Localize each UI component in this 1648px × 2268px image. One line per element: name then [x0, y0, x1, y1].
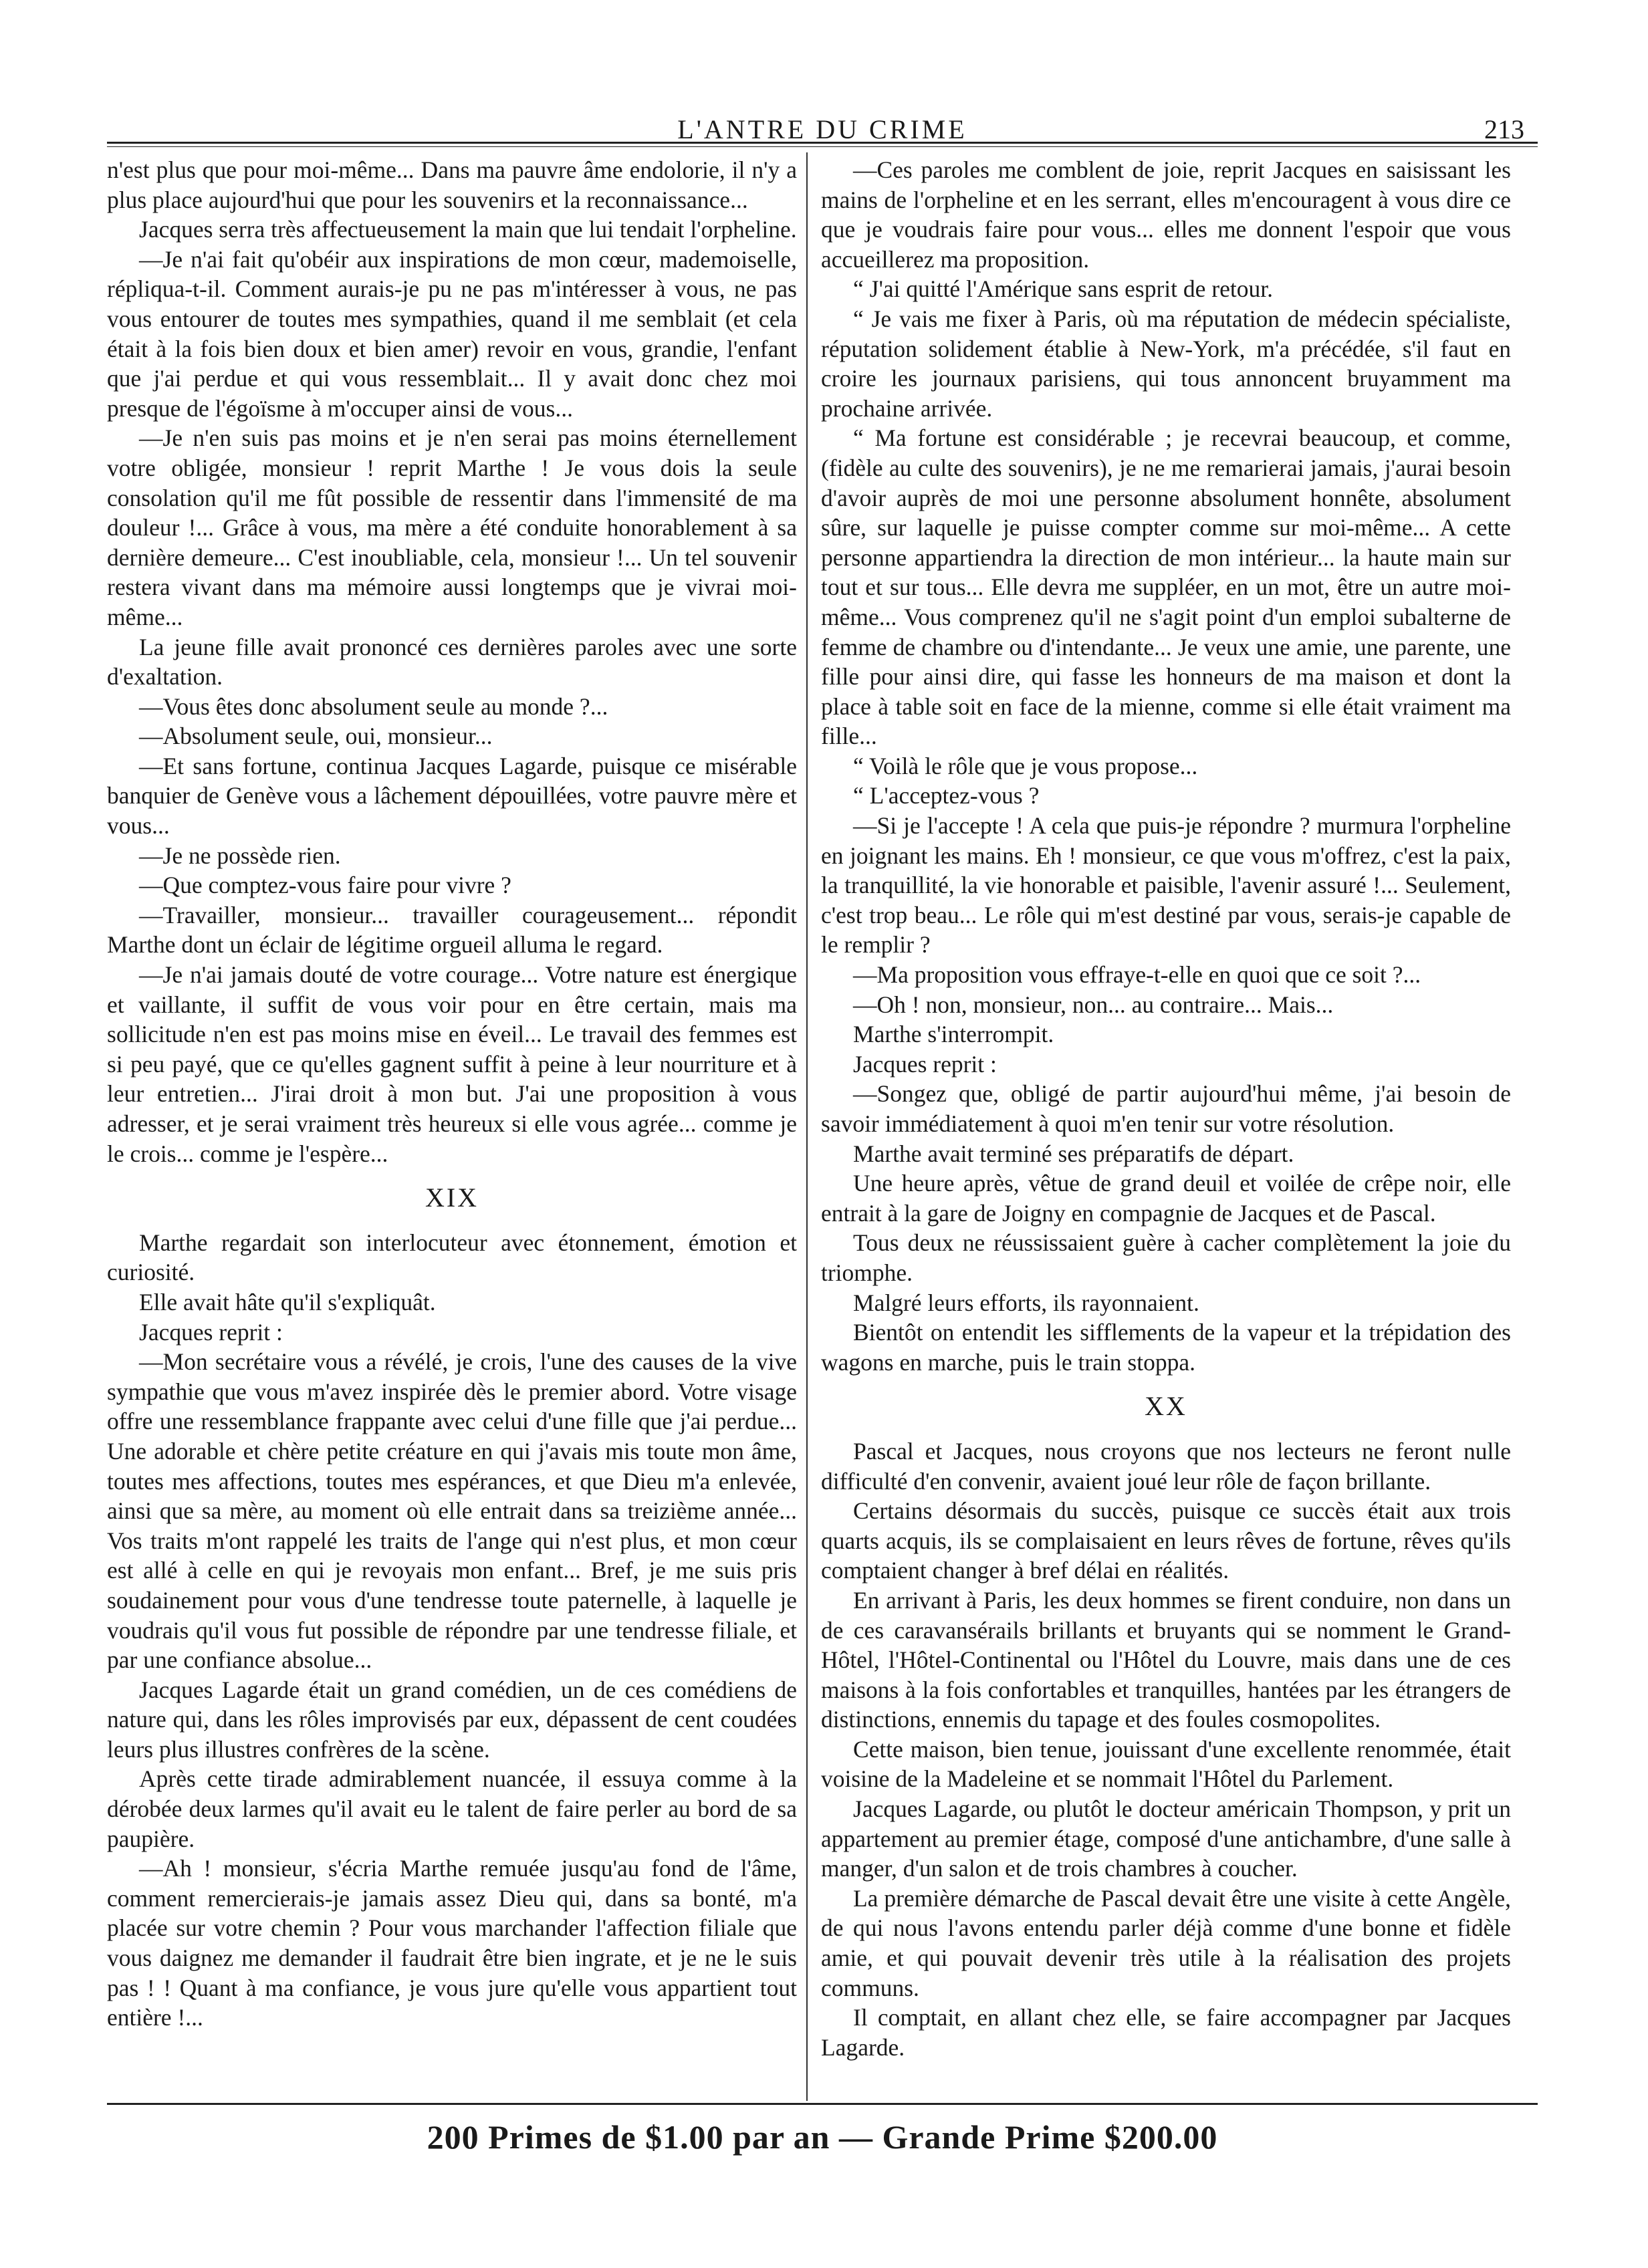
header-rule [107, 142, 1538, 147]
paragraph: Marthe s'interrompit. [853, 1021, 1054, 1048]
paragraph: —Travailler, monsieur... travailler courageusement... répondit Marthe dont un éclair de légitime orgueil alluma le regard. [107, 901, 797, 959]
paragraph: La jeune fille avait prononcé ces dernières paroles avec une sorte d'exaltation. [107, 633, 797, 690]
paragraph: Pascal et Jacques, nous croyons que nos lecteurs ne feront nulle difficulté d'en convenir, avaient joué leur rôle de façon brillante. [821, 1437, 1511, 1495]
right-column [821, 155, 1511, 2062]
paragraph: —Oh ! non, monsieur, non... au contraire... Mais... [853, 991, 1334, 1018]
paragraph: —Vous êtes donc absolument seule au monde ?... [139, 692, 608, 720]
paragraph: Cette maison, bien tenue, jouissant d'une excellente renommée, était voisine de la Madeleine et se nommait l'Hôtel du Parlement. [821, 1735, 1511, 1793]
paragraph: Marthe avait terminé ses préparatifs de départ. [853, 1140, 1294, 1167]
footer-rule [107, 2103, 1538, 2105]
paragraph: —Je n'ai fait qu'obéir aux inspirations de mon cœur, mademoiselle, répliqua-t-il. Comment aurais-je pu ne pas m'intéresser à vous, ne pas vous entourer de toutes mes sympathies, quand il me semblait (et cela était à la fois bien doux et bien amer) revoir en vous, grandie, l'enfant que j'ai perdue et qui vous ressemblait... Il y avait donc chez moi presque de l'égoïsme à m'occuper ainsi de vous... [107, 245, 797, 422]
paragraph: n'est plus que pour moi-même... Dans ma pauvre âme endolorie, il n'y a plus place aujourd'hui que pour les souvenirs et la reconnaissance... [107, 156, 797, 213]
paragraph: —Que comptez-vous faire pour vivre ? [139, 872, 511, 899]
paragraph: En arrivant à Paris, les deux hommes se firent conduire, non dans un de ces caravansérails brillants et bruyants qui se nomment le Grand-Hôtel, l'Hôtel-Continental ou l'Hôtel du Louvre, mais dans une de ces maisons à la fois confortables et tranquilles, hantées par les étrangers de distinctions, ennemis du tapage et des foules cosmopolites. [821, 1586, 1511, 1733]
paragraph: Bientôt on entendit les sifflements de la vapeur et la trépidation des wagons en marche, puis le train stoppa. [821, 1319, 1511, 1376]
paragraph: Elle avait hâte qu'il s'expliquât. [139, 1288, 436, 1315]
paragraph: Jacques Lagarde était un grand comédien, un de ces comédiens de nature qui, dans les rôles improvisés par eux, dépassent de cent coudées leurs plus illustres confrères de la scène. [107, 1676, 797, 1763]
paragraph: “ Voilà le rôle que je vous propose... [853, 752, 1198, 779]
chapter-heading-xix: XIX [425, 1182, 479, 1213]
paragraph: “ L'acceptez-vous ? [853, 782, 1040, 809]
paragraph: “ Ma fortune est considérable ; je recevrai beaucoup, et comme, (fidèle au culte des souvenirs), je ne me remarierai jamais, j'aurai besoin d'avoir auprès de moi une personne absolument honnête, absolument sûre, sur laquelle je puisse compter comme sur moi-même... A cette personne appartiendra la direction de mon intérieur... la haute main sur tout et sur tous... Elle devra me suppléer, en un mot, être un autre moi-même... Vous comprenez qu'il ne s'agit point d'un emploi subalterne de femme de chambre ou d'intendante... Je veux une amie, une parente, une fille pour ainsi dire, qui fasse les honneurs de ma maison et dont la place à table soit en face de la mienne, comme si elle était vraiment ma fille... [821, 424, 1511, 750]
paragraph: —Je ne possède rien. [139, 842, 341, 869]
paragraph: “ J'ai quitté l'Amérique sans esprit de retour. [853, 275, 1273, 303]
paragraph: —Absolument seule, oui, monsieur... [139, 723, 493, 750]
paragraph: —Ma proposition vous effraye-t-elle en quoi que ce soit ?... [853, 961, 1421, 989]
page-number: 213 [1484, 114, 1524, 144]
paragraph: Tous deux ne réussissaient guère à cacher complètement la joie du triomphe. [821, 1229, 1511, 1286]
page-header [107, 114, 1538, 154]
paragraph: —Si je l'accepte ! A cela que puis-je répondre ? murmura l'orpheline en joignant les mains. Eh ! monsieur, ce que vous m'offrez, c'est la paix, la tranquillité, la vie honorable et paisible, l'avenir assuré !... Seulement, c'est trop beau... Le rôle qui m'est destiné par vous, serais-je capable de le remplir ? [821, 812, 1511, 959]
paragraph: Jacques Lagarde, ou plutôt le docteur américain Thompson, y prit un appartement au premier étage, composé d'une antichambre, d'une salle à manger, d'un salon et de trois chambres à coucher. [821, 1795, 1511, 1882]
paragraph: Jacques reprit : [139, 1318, 283, 1346]
chapter-heading-xx: XX [1145, 1391, 1187, 1422]
footer-banner: 200 Primes de $1.00 par an — Grande Prime $200.00 [427, 2118, 1218, 2156]
paragraph: —Songez que, obligé de partir aujourd'hui même, j'ai besoin de savoir immédiatement à quoi m'en tenir sur votre résolution. [821, 1080, 1511, 1137]
paragraph: —Je n'en suis pas moins et je n'en serai pas moins éternellement votre obligée, monsieur ! reprit Marthe ! Je vous dois la seule consolation qu'il me fût possible de ressentir dans l'immensité de ma douleur !... Grâce à vous, ma mère a été conduite honorablement à sa dernière demeure... C'est inoubliable, cela, monsieur !... Un tel souvenir restera vivant dans ma mémoire aussi longtemps que je vivrai moi-même... [107, 424, 797, 630]
paragraph: Après cette tirade admirablement nuancée, il essuya comme à la dérobée deux larmes qu'il avait eu le talent de faire perler au bord de sa paupière. [107, 1765, 797, 1852]
paragraph: Une heure après, vêtue de grand deuil et voilée de crêpe noir, elle entrait à la gare de Joigny en compagnie de Jacques et de Pascal. [821, 1170, 1511, 1227]
paragraph: —Mon secrétaire vous a révélé, je crois, l'une des causes de la vive sympathie que vous m'avez inspirée dès le premier abord. Votre visage offre une ressemblance frappante avec celui d'une fille que j'ai perdue... Une adorable et chère petite créature en qui j'avais mis toute mon âme, toutes mes affections, toutes mes espérances, et que Dieu m'a enlevée, ainsi que sa mère, au moment où elle entrait dans sa treizième année... Vos traits m'ont rappelé les traits de l'ange qui n'est plus, et mon cœur est allé à celle en qui je revoyais mon enfant... Bref, je me suis pris soudainement pour vous d'une tendresse toute paternelle, à laquelle je voudrais qu'il vous fut possible de répondre par une tendresse filiale, et par une confiance absolue... [107, 1348, 797, 1674]
paragraph: Marthe regardait son interlocuteur avec étonnement, émotion et curiosité. [107, 1229, 797, 1286]
paragraph: —Et sans fortune, continua Jacques Lagarde, puisque ce misérable banquier de Genève vous a lâchement dépouillées, votre pauvre mère et vous... [107, 752, 797, 840]
paragraph: Jacques serra très affectueusement la main que lui tendait l'orpheline. [139, 216, 797, 243]
paragraph: Malgré leurs efforts, ils rayonnaient. [853, 1289, 1199, 1316]
paragraph: “ Je vais me fixer à Paris, où ma réputation de médecin spécialiste, réputation solidement établie à New-York, m'a précédée, s'il faut en croire les journaux parisiens, qui tous annoncent bruyamment ma prochaine arrivée. [821, 305, 1511, 422]
paragraph: —Ah ! monsieur, s'écria Marthe remuée jusqu'au fond de l'âme, comment remercierais-je jamais assez Dieu qui, dans sa bonté, m'a placée sur votre chemin ? Pour vous marchander l'affection filiale que vous daignez me demander il faudrait être bien ingrate, et je ne le suis pas ! ! Quant à ma confiance, je vous jure qu'elle vous appartient tout entière !... [107, 1855, 797, 2031]
paragraph: —Je n'ai jamais douté de votre courage... Votre nature est énergique et vaillante, il suffit de vous voir pour en être certain, mais ma sollicitude n'en est pas moins mise en éveil... Le travail des femmes est si peu payé, que ce qu'elles gagnent suffit à peine à leur nourriture et à leur entretien... J'irai droit à mon but. J'ai une proposition à vous adresser, et je serai vraiment très heureux si elle vous agrée... comme je le crois... comme je l'espère... [107, 961, 797, 1167]
paragraph: Jacques reprit : [853, 1050, 997, 1078]
paragraph: Certains désormais du succès, puisque ce succès était aux trois quarts acquis, ils se complaisaient en leurs rêves de fortune, rêves qu'ils comptaient changer à bref délai en réalités. [821, 1497, 1511, 1584]
left-column [107, 155, 797, 2033]
paragraph: —Ces paroles me comblent de joie, reprit Jacques en saisissant les mains de l'orpheline et en les serrant, elles m'encouragent à vous dire ce que je voudrais faire pour vous... elles me donnent l'espoir que vous accueillerez ma proposition. [821, 156, 1511, 273]
running-title: L'ANTRE DU CRIME [677, 114, 967, 144]
paragraph: Il comptait, en allant chez elle, se faire accompagner par Jacques Lagarde. [821, 2004, 1511, 2061]
column-divider [806, 152, 808, 2101]
paragraph: La première démarche de Pascal devait être une visite à cette Angèle, de qui nous l'avons entendu parler déjà comme d'une bonne et fidèle amie, et qui pouvait devenir très utile à la réalisation des projets communs. [821, 1884, 1511, 2001]
